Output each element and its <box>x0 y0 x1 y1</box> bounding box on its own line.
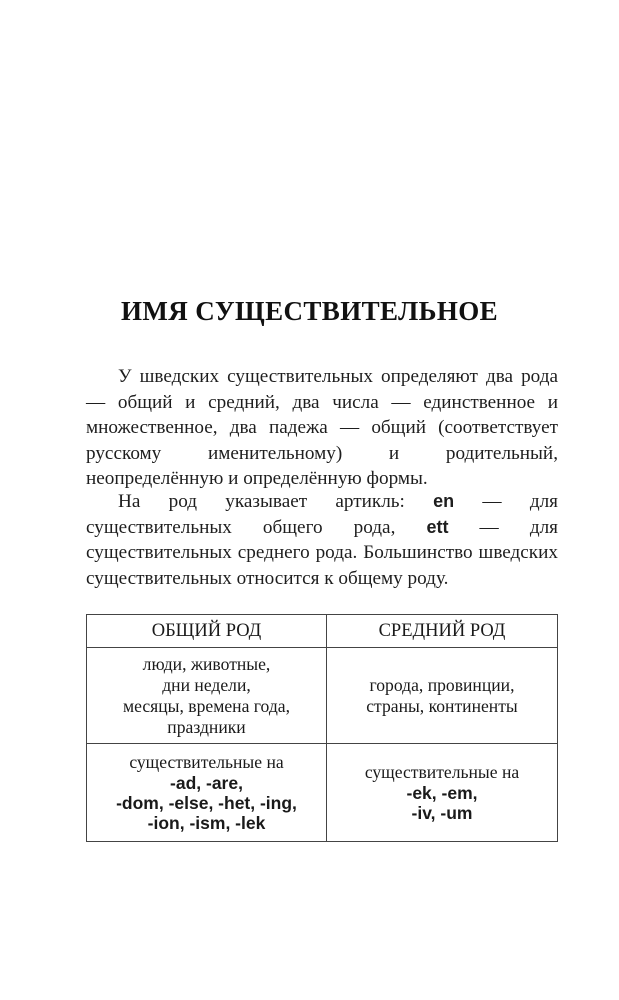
cell-line: дни недели, <box>162 674 251 695</box>
cell-line: люди, животные, <box>142 653 271 674</box>
table-header-row <box>87 615 558 648</box>
suffix-line: -iv, -um <box>411 803 473 823</box>
suffix-line: -dom, -else, -het, -ing, <box>116 793 297 813</box>
cell-neuter-suffixes <box>327 744 558 842</box>
article-en: en <box>433 491 455 511</box>
cell-common-categories <box>87 648 327 744</box>
suffix-line: -ad, -are, <box>170 773 243 793</box>
paragraph-intro <box>86 364 558 492</box>
cell-line: города, провинции, <box>369 674 515 695</box>
suffix-line: -ion, -ism, -lek <box>147 813 266 833</box>
page-title: ИМЯ СУЩЕСТВИТЕЛЬНОЕ <box>120 296 499 326</box>
gender-table <box>86 614 558 842</box>
table-row <box>87 648 558 744</box>
cell-label: существительные на <box>129 752 284 772</box>
paragraph-articles-text-2: — для существительных общего рода, <box>86 491 558 538</box>
cell-neuter-categories <box>327 648 558 744</box>
header-common-gender: ОБЩИЙ РОД <box>87 615 327 648</box>
header-neuter-gender: СРЕДНИЙ РОД <box>327 615 558 648</box>
cell-line: страны, континенты <box>366 695 518 716</box>
suffix-line: -ek, -em, <box>406 783 478 803</box>
cell-line: праздники <box>167 716 246 737</box>
article-ett: ett <box>426 516 449 537</box>
table-row <box>87 744 558 842</box>
paragraph-articles-text-3: — для существительных среднего рода. Большинство шведских существительных относится к общему роду. <box>86 516 558 589</box>
cell-label: существительные на <box>364 762 520 782</box>
cell-common-suffixes <box>87 744 327 842</box>
paragraph-articles <box>86 489 558 591</box>
paragraph-intro-text: У шведских существительных определяют два рода — общий и средний, два числа — единственное и множественное, два падежа — общий (соответствует русскому именительному) и родительный, неопределённую и определённую формы. <box>86 366 558 490</box>
cell-line: месяцы, времена года, <box>122 695 291 716</box>
paragraph-articles-text-1: На род указывает артикль: <box>118 491 434 512</box>
